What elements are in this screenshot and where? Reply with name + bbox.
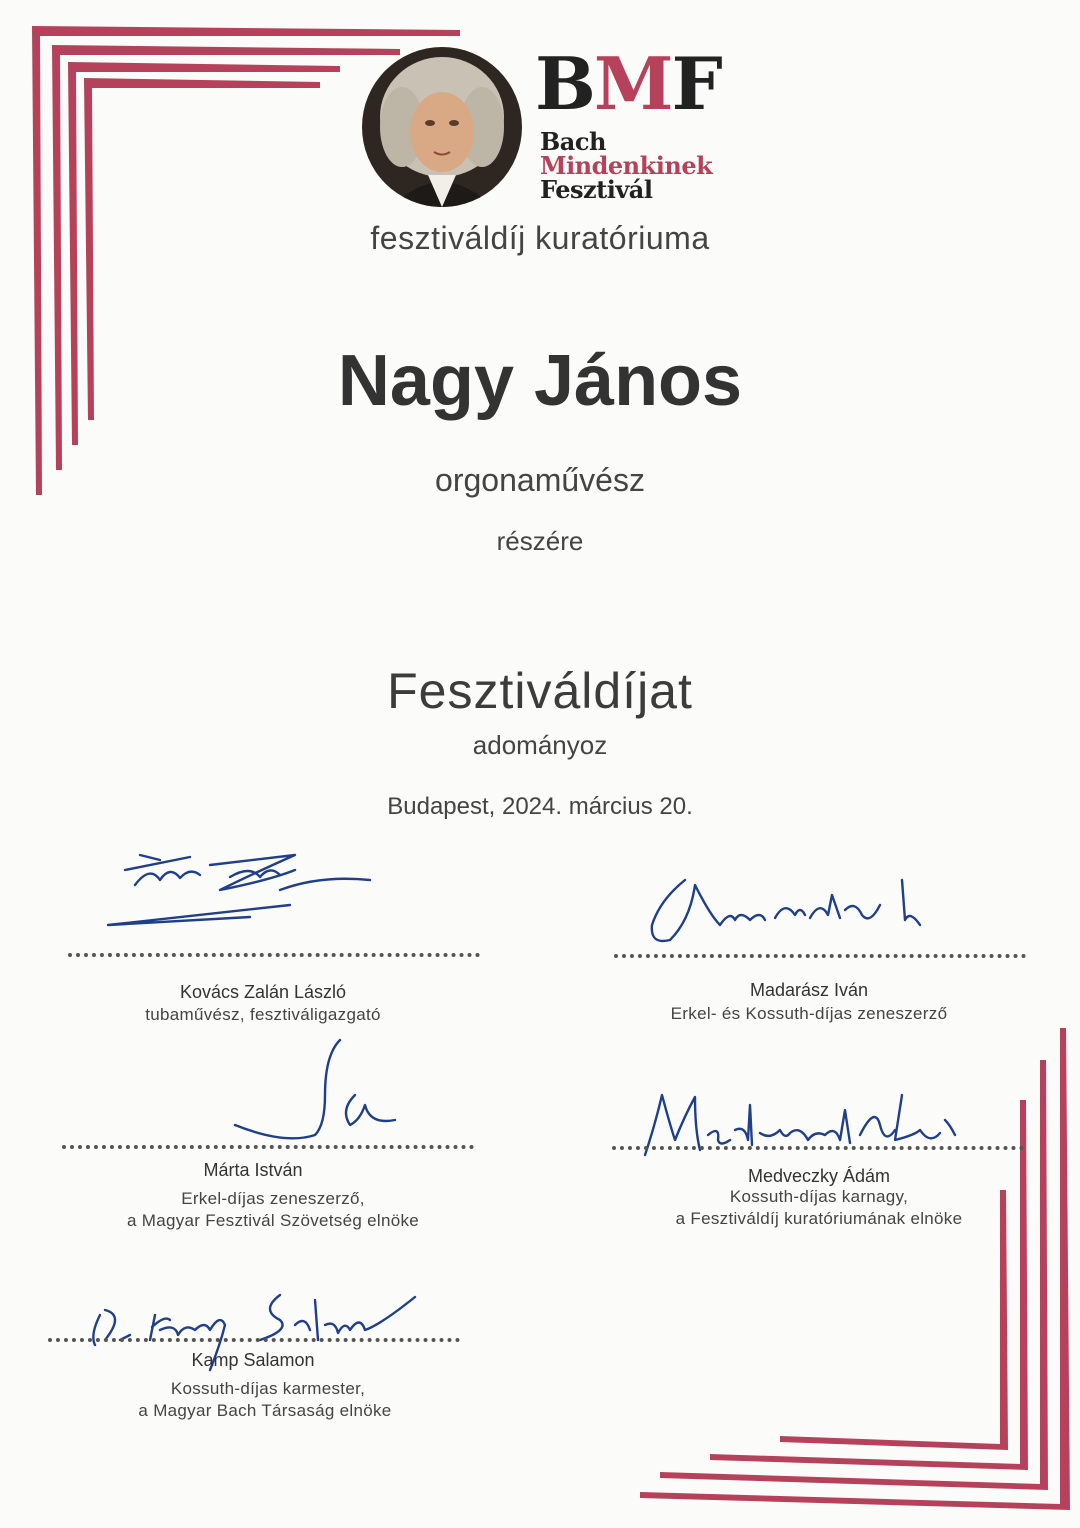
award-verb: adományoz (472, 730, 608, 760)
bach-portrait-icon (362, 47, 522, 207)
logo-text-fesztival: Fesztivál (540, 175, 653, 204)
signatory-title: Kossuth-díjas karmester, (170, 1379, 366, 1398)
signatory-title: Kossuth-díjas karnagy, (729, 1187, 909, 1206)
signature-madarasz (640, 870, 940, 950)
signature-line (62, 1145, 474, 1149)
bmf-logo-mark: BMF (535, 41, 721, 126)
signatory-title: Erkel- és Kossuth-díjas zeneszerző (670, 1004, 948, 1023)
recipient-for: részére (496, 526, 584, 556)
logo-text-bach: Bach (540, 127, 606, 156)
subtitle: fesztiváldíj kuratóriuma (370, 220, 710, 256)
signatory-title: Erkel-díjas zeneszerző, (181, 1189, 365, 1208)
recipient-profession: orgonaművész (435, 462, 645, 498)
signatory-name: Medveczky Ádám (747, 1166, 891, 1186)
signature-kovacs (100, 845, 390, 935)
signature-line (48, 1338, 460, 1342)
signatory-name: Kovács Zalán László (179, 982, 347, 1002)
signatory-name: Madarász Iván (749, 980, 869, 1000)
signature-line (612, 1146, 1024, 1150)
recipient-name: Nagy János (337, 341, 743, 421)
logo-text-mindenkinek: Mindenkinek (540, 151, 713, 180)
signature-line (614, 954, 1026, 958)
place-date: Budapest, 2024. március 20. (387, 793, 693, 820)
signatory-title: a Fesztiváldíj kuratóriumának elnöke (675, 1209, 963, 1228)
signature-line (68, 953, 480, 957)
signatory-title: tubaművész, fesztiváligazgató (145, 1005, 381, 1024)
signature-marta (225, 1035, 405, 1145)
signatory-title: a Magyar Bach Társaság elnöke (138, 1401, 392, 1420)
award-title: Fesztiváldíjat (387, 663, 693, 719)
signatory-name: Márta István (203, 1160, 303, 1180)
signatory-title: a Magyar Fesztivál Szövetség elnöke (126, 1211, 420, 1230)
signatory-name: Kamp Salamon (191, 1350, 315, 1370)
